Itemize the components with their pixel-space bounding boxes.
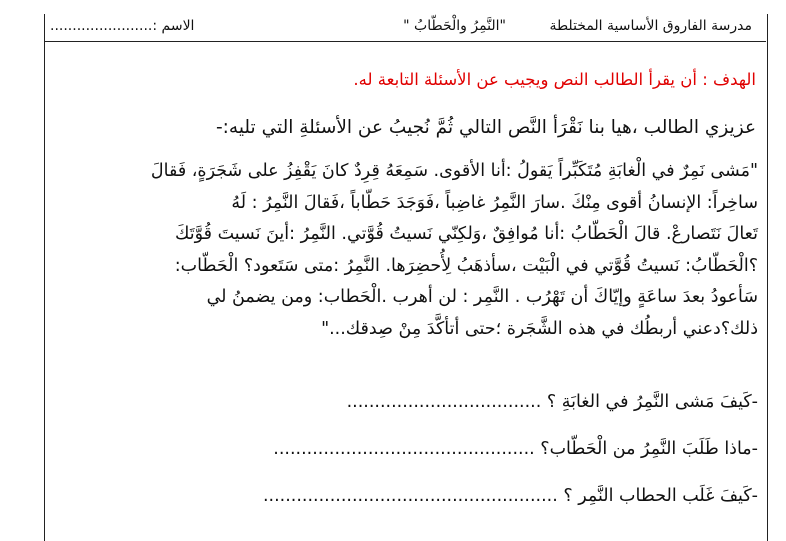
school-name: مدرسة الفاروق الأساسية المختلطة — [549, 18, 752, 34]
question-item — [58, 437, 758, 484]
story-line: ذلك؟دعني أربطُك في هذه الشَّجَرة ؛حتى أتأكَّدَ مِنْ صِدقك..." — [321, 318, 758, 339]
story-text — [58, 156, 758, 345]
student-name-field[interactable]: الاسم :....................... — [50, 18, 195, 34]
lesson-goal: الهدف : أن يقرأ الطالب النص ويجيب عن الأسئلة التابعة له. — [353, 70, 756, 89]
header-divider — [44, 41, 766, 42]
lesson-title: "النَّمِرُ والْحَطّابُ " — [403, 18, 506, 34]
answer-field[interactable]: ................................... — [346, 392, 542, 412]
story-line: سَأعودُ بعدَ ساعَةٍ وإيّاكَ أن تَهْرُب . النَّمِر : لن أهرب .الْحَطاب: ومن يضمنُ لي — [206, 287, 758, 307]
story-line: ؟الْحَطّابُ: نَسيتُ قُوَّتي في الْبَيْت ،سأذهَبُ لِأُحضِرَها. النَّمِرُ :متى سَتَعود؟ الْحَطّاب: — [174, 255, 758, 276]
worksheet-header — [44, 16, 766, 40]
answer-field[interactable]: ..................................................... — [262, 486, 558, 506]
story-line: تَعالَ نَتَصارعْ. قالَ الْحَطّابُ :أنا مُوافِقٌ ،وَلكِنّي نَسيتُ قُوَّتي. النَّمِرُ :أينَ نَسيتَ قُوَّتَكَ — [175, 224, 758, 244]
question-item — [58, 390, 758, 437]
questions-list — [58, 390, 758, 531]
story-line: ساخِراً: الإنسانُ أقوى مِنْكَ .سارَ النَّمِرُ غاضِباً ،فَوَجَدَ حَطّاباً ،فَقالَ النَّمِرُ : لَهُ — [231, 192, 758, 213]
question-text: -ماذا طَلَبَ النَّمِرُ من الْحَطّاب؟ — [540, 439, 758, 459]
answer-field[interactable]: ............................................... — [273, 439, 535, 459]
question-item — [58, 484, 758, 531]
question-text: -كَيفَ غَلَب الحطاب النَّمِر ؟ — [563, 486, 758, 506]
instructions: عزيزي الطالب ،هيا بنا نَقْرَأ النَّص التالي ثُمَّ نُجيبُ عن الأسئلةِ التي تليه:- — [216, 117, 756, 138]
story-line: "مَشى نَمِرٌ في الْغابَةِ مُتَكَبِّراً يَقولُ :أنا الأقوى. سَمِعَهُ قِرِدٌ كانَ يَقْفِزُ على شَجَرَةٍ، فَقالَ — [150, 161, 758, 181]
question-text: -كَيفَ مَشى النَّمِرُ في الغابَةِ ؟ — [546, 392, 758, 412]
